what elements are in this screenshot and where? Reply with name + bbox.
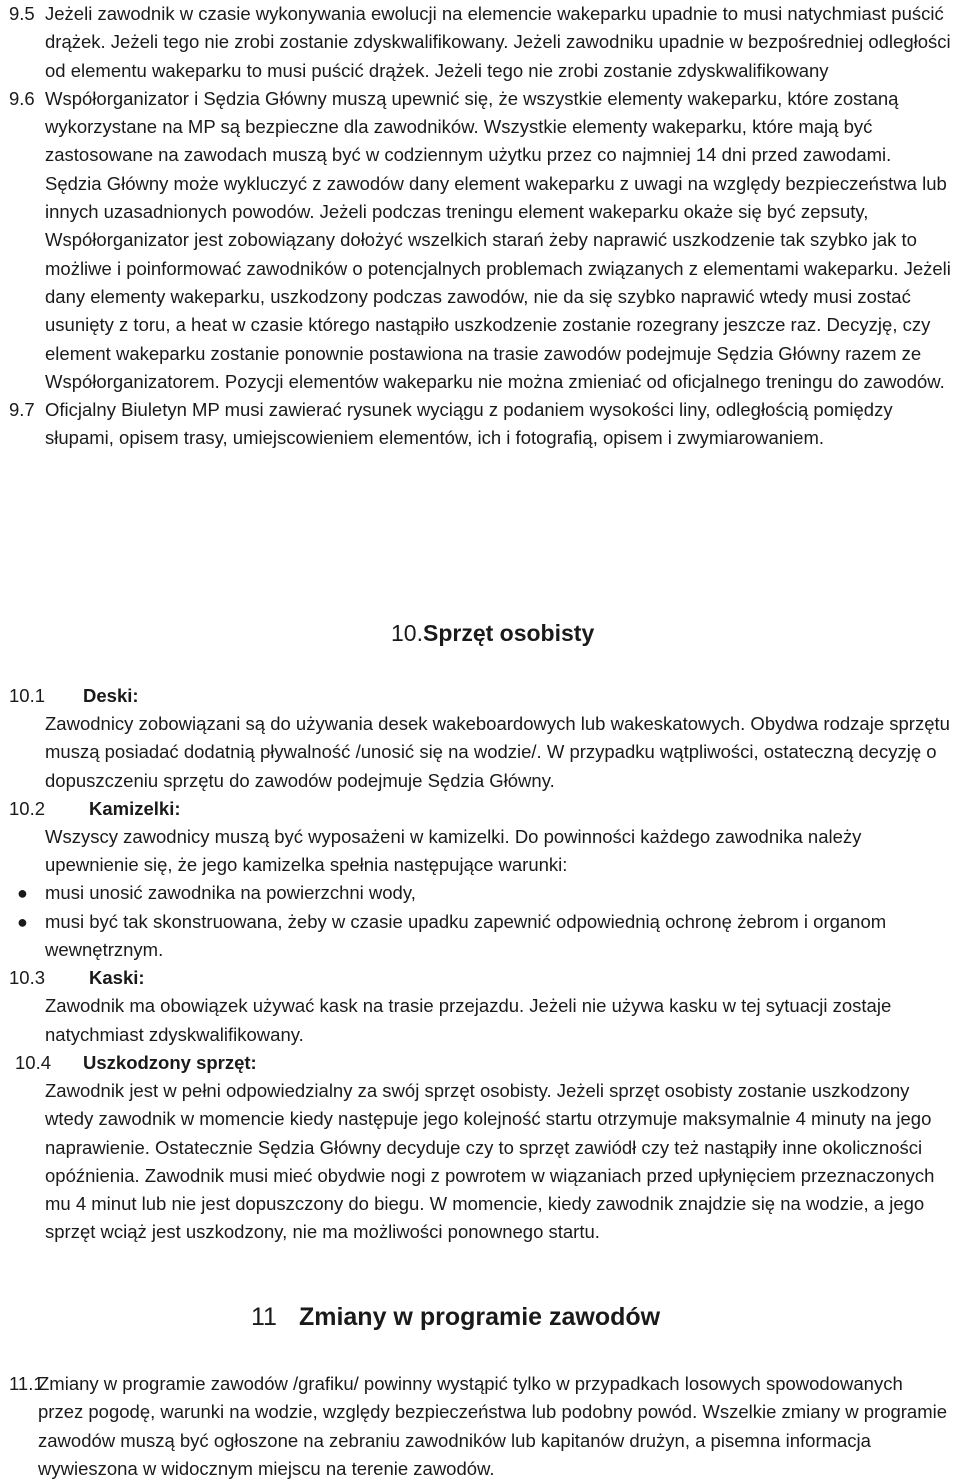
list-item-text: musi być tak skonstruowana, żeby w czasie upadku zapewnić odpowiednią ochronę żebrom i organom wewnętrznym. — [45, 910, 887, 961]
subsection-10-4-heading — [0, 1049, 960, 1077]
rule-number: 11.1 — [9, 1373, 44, 1394]
section-10-body — [0, 682, 960, 1247]
list-item — [0, 908, 960, 965]
rule-9-7 — [0, 396, 960, 453]
section-number: 11 — [251, 1303, 277, 1331]
subsection-10-2-heading — [0, 795, 960, 823]
bullet-icon: ● — [17, 883, 28, 904]
bullet-icon: ● — [17, 911, 28, 932]
subsection-title: Kaski: — [89, 967, 145, 989]
rule-number: 9.6 — [9, 87, 35, 109]
rule-text: Współorganizator i Sędzia Główny muszą upewnić się, że wszystkie elementy wakeparku, które zostaną wykorzystane na MP są bezpieczne dla zawodników. Wszystkie elementy wakeparku, które mają być zastosowane na zawodach muszą być w codziennym użytku przez co najmniej 14 dni przed zawodami. Sędzia Główny może wykluczyć z zawodów dany element wakeparku z uwagi na względy bezpieczeństwa lub innych uzasadnionych powodów. Jeżeli podczas treningu element wakeparku okaże się być zepsuty, Współorganizator jest zobowiązany dołożyć wszelkich starań żeby naprawić uszkodzenie tak szybko jak to możliwe i poinformować zawodników o potencjalnych problemach związanych z elementami wakeparku. Jeżeli dany elementy wakeparku, uszkodzony podczas zawodów, nie da się szybko naprawić wtedy musi zostać usunięty z toru, a heat w czasie którego nastąpiło uszkodzenie zostanie rozegrany jeszcze raz. Decyzję, czy element wakeparku zostanie ponownie postawiona na trasie zawodów podejmuje Sędzia Główny razem ze Współorganizatorem. Pozycji elementów wakeparku nie można zmieniać od oficjalnego treningu do zawodów. — [45, 87, 951, 392]
subsection-number: 10.4 — [15, 1051, 52, 1073]
section-number: 10. — [391, 620, 423, 646]
subsection-number: 10.3 — [9, 967, 46, 989]
section-title: Sprzęt osobisty — [422, 620, 595, 646]
rule-number: 9.7 — [9, 399, 35, 421]
subsection-10-4-text: Zawodnik jest w pełni odpowiedzialny za swój sprzęt osobisty. Jeżeli sprzęt osobisty zostanie uszkodzony wtedy zawodnik w momencie kiedy następuje jego kolejność startu otrzymuje maksymalnie 4 minuty na jego naprawienie. Ostatecznie Sędzia Główny decyduje czy to sprzęt zawiódł czy też nastąpiły inne okoliczności opóźnienia. Zawodnik musi mieć obydwie nogi z powrotem w wiązaniach przed upłynięciem przeznaczonych mu 4 minut lub nie jest dopuszczony do biegu. W momencie, kiedy zawodnik znajdzie się na wodzie, a jego sprzęt wciąż jest uszkodzony, nie ma możliwości ponownego startu. — [45, 1079, 935, 1243]
rule-text: Oficjalny Biuletyn MP musi zawierać rysunek wyciągu z podaniem wysokości liny, odległością pomiędzy słupami, opisem trasy, umiejscowieniem elementów, ich i fotografią, opisem i zwymiarowaniem. — [45, 399, 893, 449]
subsection-title: Uszkodzony sprzęt: — [83, 1051, 257, 1073]
subsection-title: Kamizelki: — [89, 797, 181, 819]
subsection-number: 10.2 — [9, 797, 46, 819]
rule-text: Jeżeli zawodnik w czasie wykonywania ewolucji na elemencie wakeparku upadnie to musi natychmiast puścić drążek. Jeżeli tego nie zrobi zostanie zdyskwalifikowany. Jeżeli zawodniku upadnie w bezpośredniej odległości od elementu wakeparku to musi puścić drążek. Jeżeli tego nie zrobi zostanie zdyskwalifikowany — [45, 3, 951, 81]
rule-9-5 — [0, 0, 960, 85]
section-11-heading — [251, 1300, 660, 1334]
rule-text: Zmiany w programie zawodów /grafiku/ powinny wystąpić tylko w przypadkach losowych spowodowanych przez pogodę, warunki na wodzie, względy bezpieczeństwa lub podobny powód. Wszelkie zmiany w programie zawodów muszą być ogłoszone na zebraniu zawodników lub kapitanów drużyn, a pisemna informacja wywieszona w widocznym miejscu na terenie zawodów. — [38, 1373, 948, 1479]
subsection-10-3-heading — [0, 964, 960, 992]
rule-number: 9.5 — [9, 3, 35, 24]
rule-9-6 — [0, 85, 960, 396]
subsection-10-1-text: Zawodnicy zobowiązani są do używania desek wakeboardowych lub wakeskatowych. Obydwa rodzaje sprzętu muszą posiadać dodatnią pływalność /unosić się na wodzie/. W przypadku wątpliwości, ostateczną decyzję o dopuszczeniu sprzętu do zawodów podejmuje Sędzia Główny. — [45, 713, 950, 791]
subsection-title: Deski: — [83, 685, 139, 706]
section-9-continuation — [0, 0, 960, 453]
subsection-10-3-text: Zawodnik ma obowiązek używać kask na trasie przejazdu. Jeżeli nie używa kasku w tej sytuacji zostaje natychmiast zdyskwalifikowany. — [45, 995, 892, 1045]
list-item-text: musi unosić zawodnika na powierzchni wody, — [45, 882, 416, 904]
section-11-body — [0, 1370, 960, 1483]
rule-11-1 — [0, 1370, 960, 1483]
subsection-10-2-text: Wszyscy zawodnicy muszą być wyposażeni w kamizelki. Do powinności każdego zawodnika należy upewnienie się, że jego kamizelka spełnia następujące warunki: — [45, 825, 862, 876]
subsection-10-1-heading — [0, 682, 960, 710]
section-title: Zmiany w programie zawodów — [298, 1303, 661, 1331]
subsection-number: 10.1 — [9, 685, 46, 706]
section-10-heading — [391, 618, 594, 648]
list-item — [0, 879, 960, 907]
